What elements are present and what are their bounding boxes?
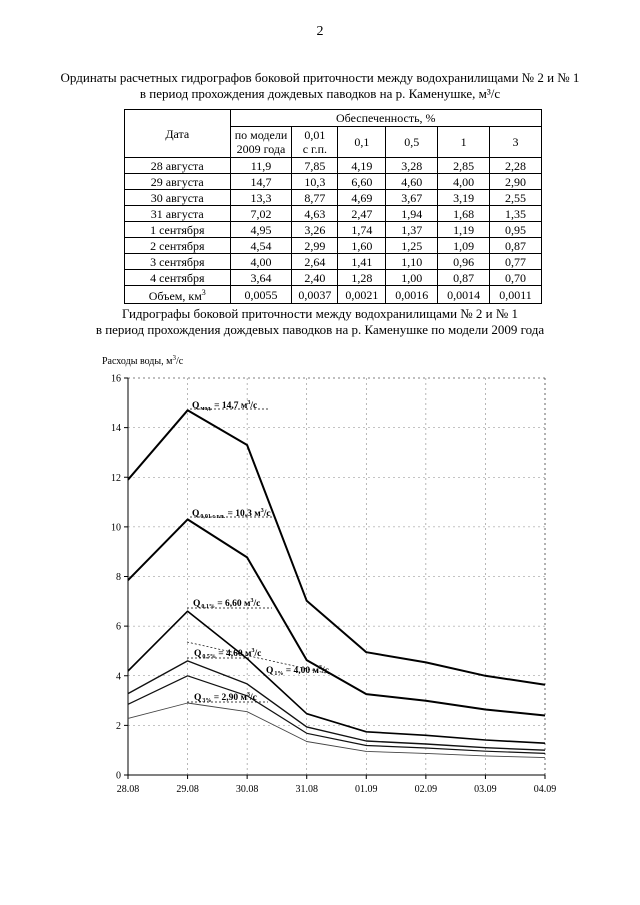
- table-cell: 2,64: [292, 254, 338, 270]
- table-cell: 1,94: [386, 206, 438, 222]
- row-label: 29 августа: [125, 174, 231, 190]
- column-header-line: 3: [512, 135, 519, 149]
- table-cell: 1,37: [386, 222, 438, 238]
- x-tick-label: 28.08: [116, 784, 140, 795]
- table-cell: 1,41: [338, 254, 386, 270]
- table-cell: 3,28: [386, 158, 438, 174]
- table-cell: 4,60: [386, 174, 438, 190]
- y-tick-label: 12: [111, 472, 121, 484]
- table-cell: 0,95: [490, 222, 542, 238]
- column-header-line: 1: [460, 135, 467, 149]
- y-tick-label: 0: [116, 770, 121, 782]
- series-line-4: [128, 676, 545, 754]
- table-cell: 7,02: [230, 206, 292, 222]
- table-cell: 2,90: [490, 174, 542, 190]
- table-cell: 4,19: [338, 158, 386, 174]
- table-cell: 4,63: [292, 206, 338, 222]
- table-cell: 4,69: [338, 190, 386, 206]
- table-cell: 0,77: [490, 254, 542, 270]
- table-cell: 0,0021: [338, 286, 386, 304]
- table-cell: 0,0055: [230, 286, 292, 304]
- y-tick-label: 14: [111, 423, 121, 435]
- y-tick-label: 8: [116, 572, 121, 583]
- row-label: 2 сентября: [125, 238, 231, 254]
- table-cell: 3,19: [438, 190, 490, 206]
- table-cell: 1,60: [338, 238, 386, 254]
- table-cell: 0,70: [490, 270, 542, 286]
- date-header: Дата: [125, 110, 231, 158]
- y-axis-label: Расходы воды, $м^3/с$: [102, 354, 184, 367]
- x-tick-label: 31.08: [295, 784, 318, 795]
- x-tick-label: 01.09: [355, 784, 378, 795]
- table-cell: 2,85: [438, 158, 490, 174]
- column-header-line: 0,1: [354, 135, 370, 149]
- page-number: 2: [316, 24, 324, 39]
- table-cell: 1,28: [338, 270, 386, 286]
- table-cell: 0,0011: [490, 286, 542, 304]
- column-header-line: 0,5: [404, 135, 420, 149]
- y-tick-label: 4: [116, 671, 121, 683]
- table-cell: 1,10: [386, 254, 438, 270]
- table-cell: 10,3: [292, 174, 338, 190]
- series-annotation: $Q_{3\%} = 2,90$ $м^3/с$: [194, 692, 257, 704]
- y-tick-label: 2: [116, 720, 121, 732]
- table-cell: 11,9: [230, 158, 292, 174]
- chart-title-line-1: Гидрографы боковой приточности между водохранилищами № 2 и № 1: [121, 306, 519, 321]
- table-cell: 3,26: [292, 222, 338, 238]
- table-cell: 0,87: [490, 238, 542, 254]
- table-cell: 2,40: [292, 270, 338, 286]
- x-tick-label: 03.09: [474, 784, 497, 795]
- table-cell: 3,67: [386, 190, 438, 206]
- table-cell: 4,00: [438, 174, 490, 190]
- y-tick-label: 6: [116, 621, 121, 633]
- table-cell: 1,19: [438, 222, 490, 238]
- y-tick-label: 16: [111, 373, 121, 385]
- table-cell: 1,68: [438, 206, 490, 222]
- table-cell: 0,0037: [292, 286, 338, 304]
- table-cell: 1,25: [386, 238, 438, 254]
- table-cell: 1,09: [438, 238, 490, 254]
- table-title-line-1: Ординаты расчетных гидрографов боковой приточности между водохранилищами № 2 и № 1: [60, 70, 580, 85]
- table-cell: 8,77: [292, 190, 338, 206]
- column-header-line: 2009 года: [236, 142, 286, 156]
- table-cell: 4,95: [230, 222, 292, 238]
- table-cell: 1,35: [490, 206, 542, 222]
- table-cell: 1,74: [338, 222, 386, 238]
- series-annotation: $Q_{мод.} = 14,7$ $м^3/с$: [192, 400, 258, 412]
- series-line-0: [128, 410, 545, 684]
- row-label: 30 августа: [125, 190, 231, 206]
- row-label: 1 сентября: [125, 222, 231, 238]
- table-cell: 3,64: [230, 270, 292, 286]
- column-header-line: по модели: [234, 128, 288, 142]
- row-label: 28 августа: [125, 158, 231, 174]
- series-annotation: $Q_{0,5\%} = 4,60$ $м^3/с$: [194, 648, 262, 660]
- row-label: Объем, $км^3$: [125, 286, 231, 304]
- row-label: 4 сентября: [125, 270, 231, 286]
- table-cell: 2,28: [490, 158, 542, 174]
- x-tick-label: 04.09: [533, 784, 557, 795]
- table-cell: 0,87: [438, 270, 490, 286]
- series-line-5: [128, 703, 545, 758]
- table-cell: 0,96: [438, 254, 490, 270]
- table-cell: 14,7: [230, 174, 292, 190]
- table-title-line-2: в период прохождения дождевых паводков на р. Каменушке, м³/с: [139, 86, 501, 101]
- series-annotation: $Q_{0,1\%} = 6,60$ $м^3/с$: [193, 598, 261, 610]
- table-cell: 0,0014: [438, 286, 490, 304]
- x-tick-label: 30.08: [235, 784, 259, 795]
- table-cell: 7,85: [292, 158, 338, 174]
- table-cell: 1,00: [386, 270, 438, 286]
- table-cell: 2,55: [490, 190, 542, 206]
- table-cell: 0,0016: [386, 286, 438, 304]
- probability-header: Обеспеченность, %: [230, 110, 541, 127]
- y-tick-label: 10: [111, 522, 121, 534]
- table-cell: 2,99: [292, 238, 338, 254]
- column-header-line: 0,01: [304, 128, 326, 142]
- table-cell: 6,60: [338, 174, 386, 190]
- series-annotation: $Q_{1\%} = 4,00$ $м^3/с$: [266, 665, 329, 677]
- column-header-line: с г.п.: [302, 142, 328, 156]
- series-line-1: [128, 519, 545, 715]
- table-cell: 13,3: [230, 190, 292, 206]
- x-tick-label: 02.09: [414, 784, 438, 795]
- row-label: 3 сентября: [125, 254, 231, 270]
- row-label: 31 августа: [125, 206, 231, 222]
- x-tick-label: 29.08: [176, 784, 199, 795]
- chart-title-line-2: в период прохождения дождевых паводков на р. Каменушке по модели 2009 года: [95, 322, 545, 337]
- series-annotation: $Q_{0,01 с г.п.} = 10,3$ $м^3/с$: [192, 508, 271, 520]
- table-cell: 4,54: [230, 238, 292, 254]
- table-cell: 4,00: [230, 254, 292, 270]
- table-cell: 2,47: [338, 206, 386, 222]
